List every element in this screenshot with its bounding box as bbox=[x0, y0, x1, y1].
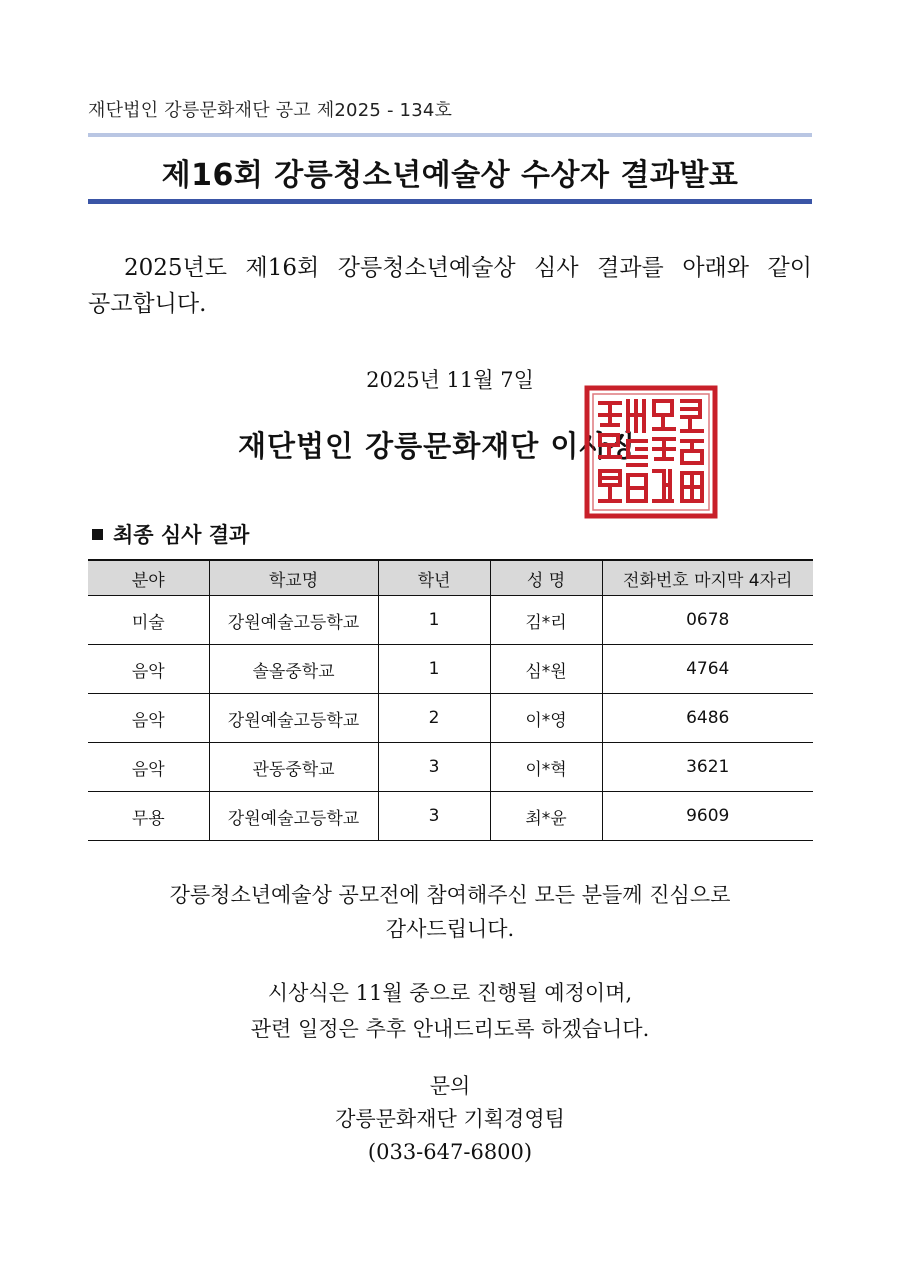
thanks-line: 강릉청소년예술상 공모전에 참여해주신 모든 분들께 진심으로 bbox=[169, 883, 731, 907]
cell-grade: 1 bbox=[378, 596, 490, 645]
notice-date: 2025년 11월 7일 bbox=[366, 368, 534, 392]
cell-phone: 0678 bbox=[602, 596, 813, 645]
ceremony-line: 관련 일정은 추후 안내드리도록 하겠습니다. bbox=[250, 1017, 650, 1041]
column-header: 학년 bbox=[378, 560, 490, 596]
cell-phone: 3621 bbox=[602, 743, 813, 792]
cell-grade: 2 bbox=[378, 694, 490, 743]
results-table bbox=[88, 559, 813, 841]
cell-field: 음악 bbox=[88, 645, 209, 694]
cell-school: 관동중학교 bbox=[209, 743, 378, 792]
table-row bbox=[88, 792, 813, 841]
title-top-rule bbox=[88, 133, 812, 137]
contact-phone: (033-647-6800) bbox=[367, 1140, 533, 1164]
cell-field: 무용 bbox=[88, 792, 209, 841]
title-bottom-rule bbox=[88, 199, 812, 204]
column-header: 전화번호 마지막 4자리 bbox=[602, 560, 813, 596]
contact-team: 강릉문화재단 기획경영팀 bbox=[335, 1107, 565, 1131]
column-header: 학교명 bbox=[209, 560, 378, 596]
cell-phone: 6486 bbox=[602, 694, 813, 743]
cell-field: 음악 bbox=[88, 694, 209, 743]
contact-label: 문의 bbox=[429, 1074, 471, 1098]
contact-block bbox=[88, 1070, 812, 1169]
cell-phone: 9609 bbox=[602, 792, 813, 841]
table-row bbox=[88, 694, 813, 743]
cell-school: 솔올중학교 bbox=[209, 645, 378, 694]
cell-name: 김*리 bbox=[490, 596, 602, 645]
cell-field: 음악 bbox=[88, 743, 209, 792]
cell-name: 이*영 bbox=[490, 694, 602, 743]
cell-school: 강원예술고등학교 bbox=[209, 792, 378, 841]
signature-organization: 재단법인 강릉문화재단 이사장 bbox=[238, 429, 638, 463]
page-title: 제16회 강릉청소년예술상 수상자 결과발표 bbox=[161, 158, 739, 193]
square-bullet-icon bbox=[92, 529, 103, 540]
ceremony-line: 시상식은 11월 중으로 진행될 예정이며, bbox=[267, 981, 633, 1005]
cell-school: 강원예술고등학교 bbox=[209, 596, 378, 645]
ceremony-paragraph bbox=[88, 975, 812, 1047]
cell-grade: 1 bbox=[378, 645, 490, 694]
thanks-paragraph bbox=[88, 878, 812, 946]
section-title bbox=[92, 519, 249, 549]
cell-name: 심*원 bbox=[490, 645, 602, 694]
notice-number: 재단법인 강릉문화재단 공고 제2025 - 134호 bbox=[88, 100, 453, 121]
cell-name: 이*혁 bbox=[490, 743, 602, 792]
cell-grade: 3 bbox=[378, 792, 490, 841]
section-title-text: 최종 심사 결과 bbox=[113, 522, 250, 547]
cell-phone: 4764 bbox=[602, 645, 813, 694]
column-header: 분야 bbox=[88, 560, 209, 596]
cell-field: 미술 bbox=[88, 596, 209, 645]
intro-paragraph: 2025년도 제16회 강릉청소년예술상 심사 결과를 아래와 같이 공고합니다. bbox=[88, 255, 812, 317]
column-header: 성 명 bbox=[490, 560, 602, 596]
table-row bbox=[88, 596, 813, 645]
cell-grade: 3 bbox=[378, 743, 490, 792]
thanks-line: 감사드립니다. bbox=[385, 917, 515, 941]
cell-name: 최*윤 bbox=[490, 792, 602, 841]
table-header-row bbox=[88, 560, 813, 596]
table-row bbox=[88, 645, 813, 694]
cell-school: 강원예술고등학교 bbox=[209, 694, 378, 743]
official-seal-icon bbox=[584, 385, 718, 519]
table-row bbox=[88, 743, 813, 792]
